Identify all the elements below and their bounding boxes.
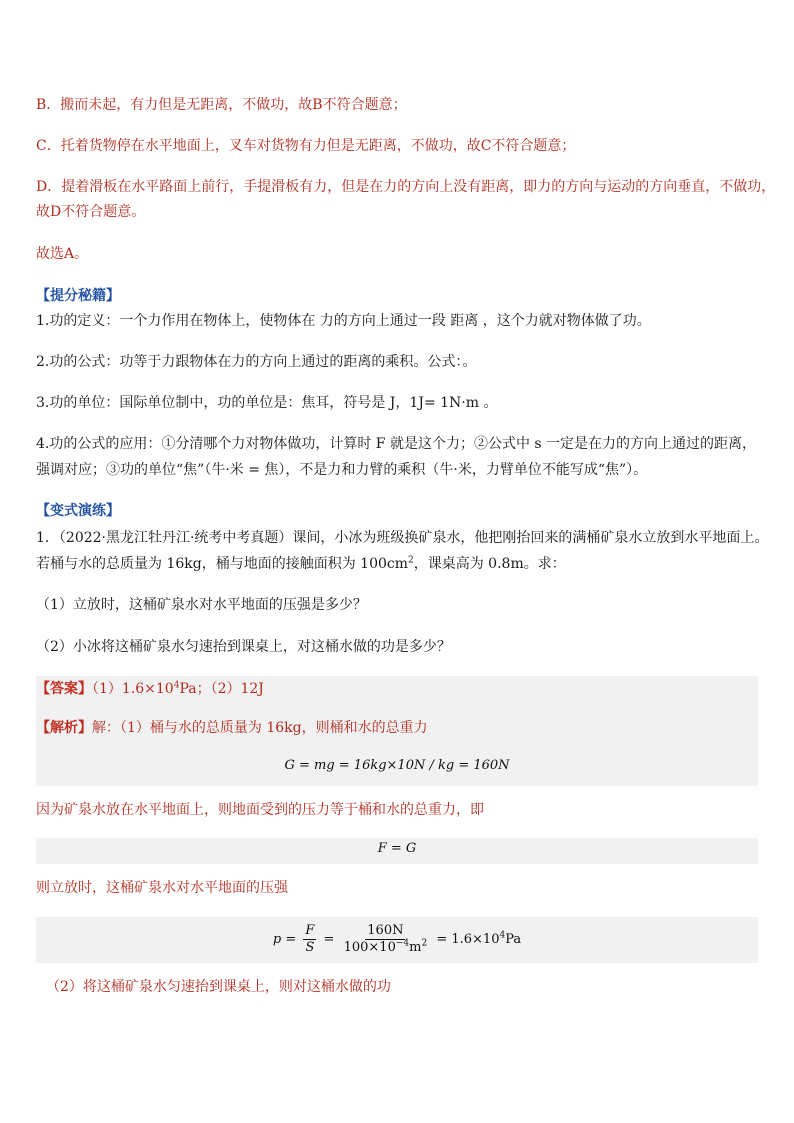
tips-point-1: 1.功的定义：一个力作用在物体上，使物体在 力的方向上通过一段 距离 ，这个力就对物体做了功。: [36, 313, 651, 329]
analysis-intro-line: [36, 717, 428, 739]
question-line2-a: 若桶与水的总质量为 16kg，桶与地面的接触面积为 100cm: [36, 556, 408, 572]
tips-point-4-line1: 4.功的公式的应用：①分清哪个力对物体做功，计算时 F 就是这个力；②公式中 s 一定是在力的方向上通过的距离，: [36, 436, 757, 452]
fraction-num-f: F: [305, 923, 315, 938]
answer-label: 【答案】: [36, 681, 92, 697]
analysis-text-4: （2）将这桶矿泉水匀速抬到课桌上，则对这桶水做的功: [46, 979, 391, 995]
formula-pressure-result: = $1.6\times 10^4Pa$: [436, 930, 522, 947]
tips-point-2: 2.功的公式：功等于力跟物体在力的方向上通过的距离的乘积。公式：。: [36, 354, 477, 370]
formula-pressure-lhs: p =: [272, 932, 297, 947]
question-line2-sup: 2: [408, 555, 414, 566]
analysis-text-2: 因为矿泉水放在水平地面上，则地面受到的压力等于桶和水的总重力，即: [36, 802, 484, 818]
option-b-text: B．搬而未起，有力但是无距离，不做功，故B不符合题意；: [36, 97, 407, 113]
fraction-den-area: $100\times 10^{-4}m^2$: [343, 938, 428, 955]
question-line2: [36, 553, 566, 575]
choice-text: 故选A。: [36, 246, 89, 262]
formula-force: F = G: [377, 841, 417, 856]
answer-part1-unit: Pa；（2）12J: [179, 681, 264, 697]
formula-pressure: p = $\frac{F}{S}$ = $\frac{160N}{100\times 10^{-4}m^2}$ = $1.6\times 10^4Pa$: [272, 923, 522, 955]
sub-question-2: （2）小冰将这桶矿泉水匀速抬到课桌上，对这桶水做的功是多少？: [36, 639, 451, 655]
analysis-label: 【解析】: [36, 720, 92, 736]
question-line1: 1．（2022·黑龙江牡丹江·统考中考真题）课间，小冰为班级换矿泉水，他把刚抬回来的满桶矿泉水立放到水平地面上。: [36, 530, 769, 546]
option-d-line2: 故D不符合题意。: [36, 204, 146, 220]
tips-heading: 【提分秘籍】: [36, 288, 120, 304]
tips-point-3: 3.功的单位：国际单位制中，功的单位是：焦耳，符号是 J，1J= 1N·m 。: [36, 395, 498, 411]
formula-gravity: G = mg = 16kg×10N / kg = 160N: [284, 758, 510, 773]
answer-part1: （1）1.6×10: [92, 681, 174, 697]
analysis-text-3: 则立放时，这桶矿泉水对水平地面的压强: [36, 880, 288, 896]
fraction-num-160n: 160N: [367, 923, 404, 938]
tips-point-4-line2: 强调对应；③功的单位“焦”（牛·米 = 焦），不是力和力臂的乘积（牛·米，力臂单位不能写成“焦”）。: [36, 462, 648, 478]
fraction-den-s: S: [305, 940, 315, 955]
fraction-values: [342, 923, 430, 956]
option-d-line1: D．提着滑板在水平路面上前行，手提滑板有力，但是在力的方向上没有距离，即力的方向与运动的方向垂直，不做功，: [36, 179, 776, 195]
question-line2-b: ，课桌高为 0.8m。求：: [413, 556, 566, 572]
analysis-intro: 解：（1）桶与水的总质量为 16kg，则桶和水的总重力: [92, 720, 428, 736]
option-c-text: C．托着货物停在水平地面上，叉车对货物有力但是无距离，不做功，故C不符合题意；: [36, 138, 576, 154]
practice-heading: 【变式演练】: [36, 503, 120, 519]
sub-question-1: （1）立放时，这桶矿泉水对水平地面的压强是多少？: [36, 597, 367, 613]
answer-line: [36, 678, 264, 700]
answer-part1-sup: 4: [173, 680, 180, 691]
fraction-f-over-s: [303, 923, 316, 956]
